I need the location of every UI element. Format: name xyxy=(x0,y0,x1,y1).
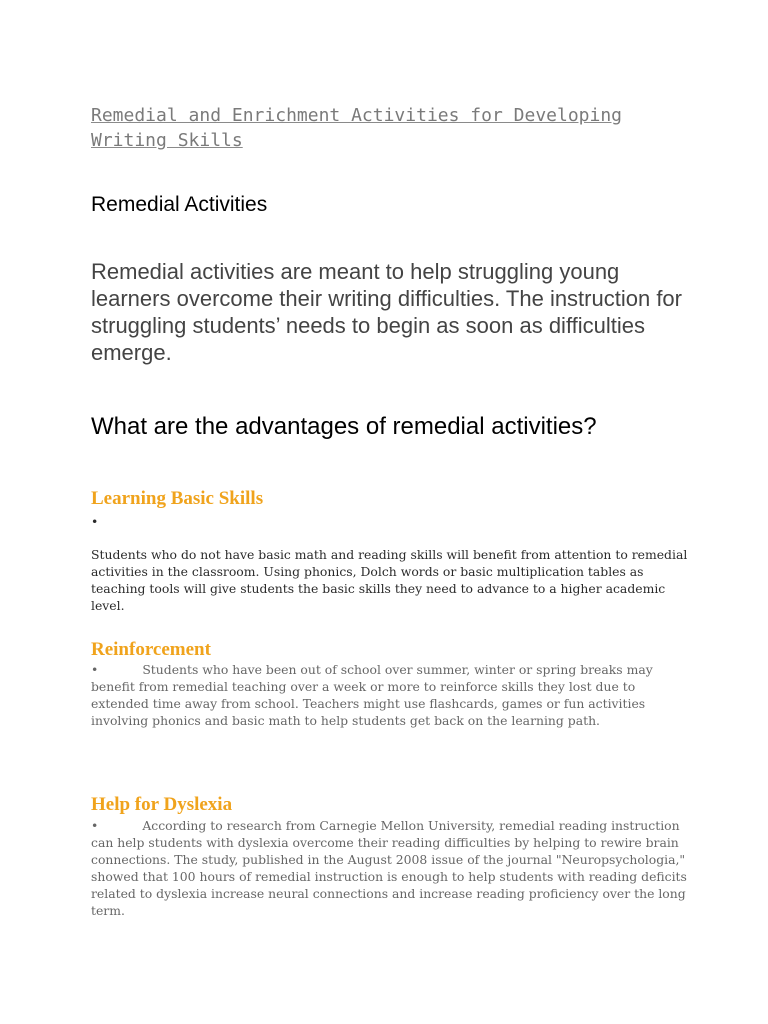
section-text-reinforcement xyxy=(91,661,691,729)
section-text-learning-basic-skills: Students who do not have basic math and reading skills will benefit from attention to remedial activities in the classroom. Using phonics, Dolch words or basic multiplication tables as teaching tools will give students the basic skills they need to advance to a higher academic level. xyxy=(91,547,688,613)
bullet-marker: • xyxy=(91,514,99,529)
section-heading-help-for-dyslexia: Help for Dyslexia xyxy=(91,794,233,815)
bullet-marker: • xyxy=(91,662,99,677)
document-title-link[interactable]: Remedial and Enrichment Activities for Developing Writing Skills xyxy=(91,105,623,151)
section-body: According to research from Carnegie Mellon University, remedial reading instruction can help students with dyslexia overcome their reading difficulties by helping to rewire brain connections. The study, published in the August 2008 issue of the journal "Neuropsychologia," showed that 100 hours of remedial instruction is enough to help students with reading deficits related to dyslexia increase neural connections and increase reading proficiency over the long term. xyxy=(91,818,687,918)
section-text-help-for-dyslexia xyxy=(91,817,691,919)
bullet-marker: • xyxy=(91,818,99,833)
section-body: Students who have been out of school over summer, winter or spring breaks may benefit from remedial teaching over a week or more to reinforce skills they lost due to extended time away from school. Teachers might use flashcards, games or fun activities involving phonics and basic math to help students get back on the learning path. xyxy=(91,662,653,728)
remedial-activities-heading: Remedial Activities xyxy=(91,193,268,216)
advantages-question-heading: What are the advantages of remedial activities? xyxy=(91,413,597,440)
section-heading-learning-basic-skills: Learning Basic Skills xyxy=(91,488,264,509)
section-heading-reinforcement: Reinforcement xyxy=(91,639,211,660)
intro-paragraph: Remedial activities are meant to help struggling young learners overcome their writing difficulties. The instruction for struggling students’ needs to begin as soon as difficulties emerge. xyxy=(91,259,682,365)
